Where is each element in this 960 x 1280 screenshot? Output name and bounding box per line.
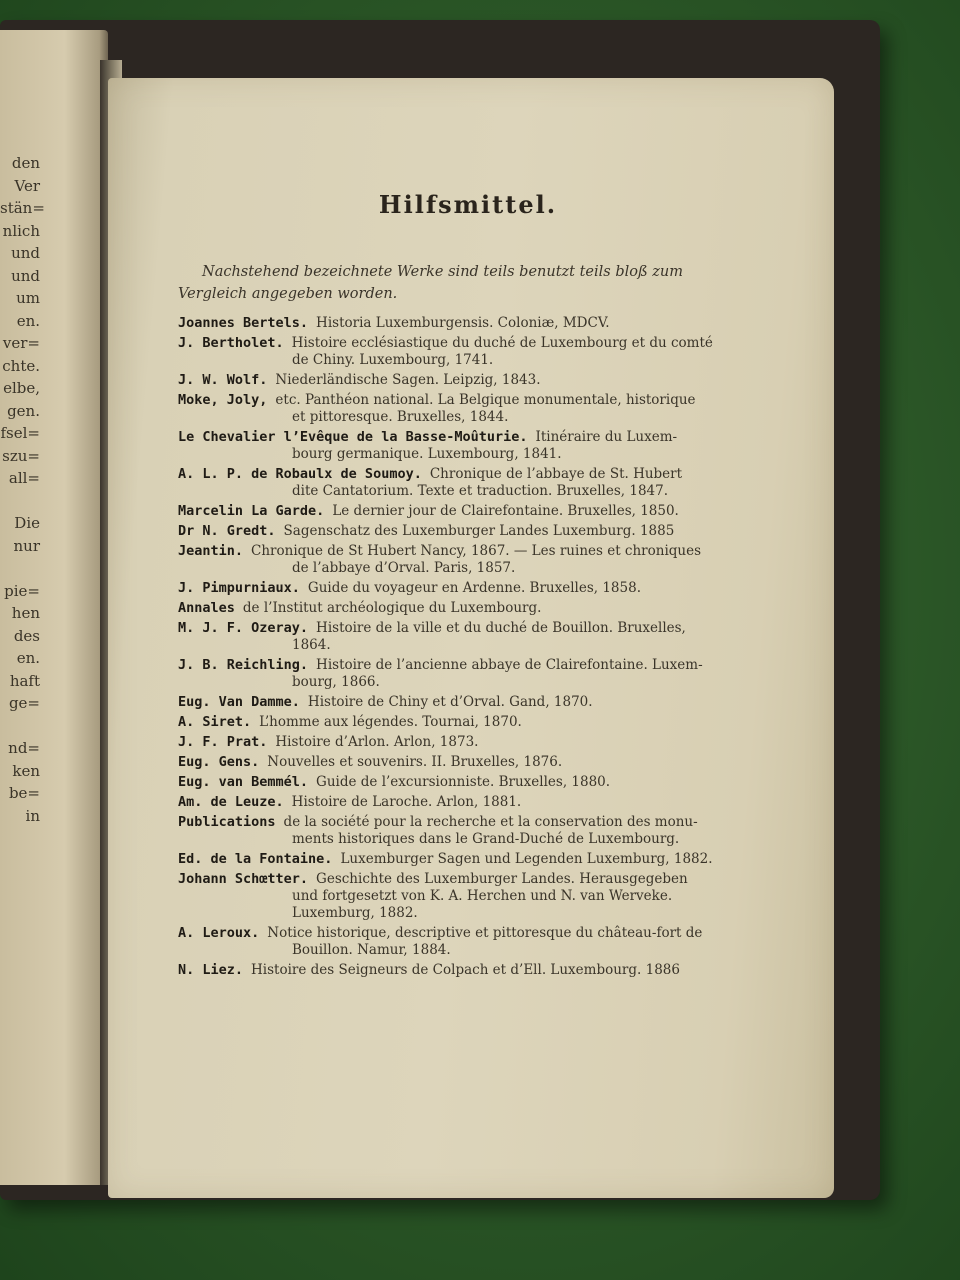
- left-page-word: elbe,: [3, 379, 40, 397]
- left-page-word: nd=: [8, 739, 40, 757]
- entry-author: Annales: [178, 600, 235, 616]
- entry-title: L’homme aux légendes. Tournai, 1870.: [259, 714, 522, 730]
- bibliography-entry: [178, 925, 738, 959]
- entry-continuation: dite Cantatorium. Texte et traduction. Bruxelles, 1847.: [292, 483, 669, 499]
- left-page-word: chte.: [2, 356, 40, 375]
- bibliography-entry: [178, 814, 738, 848]
- entry-continuation: et pittoresque. Bruxelles, 1844.: [292, 409, 509, 425]
- entry-continuation: de Chiny. Luxembourg, 1741.: [292, 352, 494, 368]
- entry-author: Le Chevalier l’Evêque de la Basse-Moûturie.: [178, 429, 528, 445]
- bibliography-entry: [178, 503, 738, 520]
- bibliography-entry: [178, 543, 738, 577]
- entry-author: A. Leroux.: [178, 925, 260, 941]
- entry-title: Histoire ecclésiastique du duché de Luxembourg et du comté: [291, 335, 713, 351]
- entry-title: Guide de l’excursionniste. Bruxelles, 1880.: [316, 774, 611, 790]
- intro-paragraph: Nachstehend bezeichnete Werke sind teils benutzt teils bloß zum Vergleich angegeben worden.: [178, 264, 684, 302]
- entry-continuation: bourg, 1866.: [292, 674, 380, 690]
- bibliography-entry: [178, 851, 738, 868]
- entry-title: Histoire d’Arlon. Arlon, 1873.: [275, 734, 479, 750]
- bibliography-entry: [178, 580, 738, 597]
- page-content: [178, 190, 738, 982]
- page-title: Hilfsmittel.: [378, 190, 558, 219]
- left-page-word: Ver: [14, 176, 40, 195]
- entry-title: Itinéraire du Luxem-: [535, 429, 678, 445]
- entry-continuation: Bouillon. Namur, 1884.: [292, 942, 451, 958]
- entry-title: Histoire de Chiny et d’Orval. Gand, 1870.: [307, 694, 593, 710]
- bibliography-entry: [178, 794, 738, 811]
- entry-continuation: de l’abbaye d’Orval. Paris, 1857.: [292, 560, 516, 576]
- left-page-word: be=: [8, 784, 40, 802]
- entry-continuation: bourg germanique. Luxembourg, 1841.: [292, 446, 562, 462]
- bibliography-entry: [178, 466, 738, 500]
- left-page-word: Die: [14, 514, 40, 532]
- entry-title: Luxemburger Sagen und Legenden Luxemburg, 1882.: [340, 851, 713, 867]
- entry-author: A. Siret.: [178, 714, 252, 730]
- entry-author: A. L. P. de Robaulx de Soumoy.: [178, 466, 422, 482]
- entry-author: Eug. van Bemmél.: [178, 774, 309, 790]
- entry-author: Publications: [178, 814, 276, 830]
- entry-author: Dr N. Gredt.: [178, 523, 276, 539]
- left-page-word: [0, 715, 40, 738]
- entry-author: J. Bertholet.: [178, 335, 284, 351]
- entry-author: M. J. F. Ozeray.: [178, 620, 309, 636]
- bibliography-entry: [178, 871, 738, 922]
- left-page-word: nur: [13, 536, 40, 555]
- left-page-word: ge=: [8, 694, 40, 712]
- entry-title: Histoire de la ville et du duché de Bouillon. Bruxelles,: [316, 620, 686, 636]
- left-page-word: haft: [9, 671, 40, 690]
- left-page-word: pie=: [4, 581, 40, 600]
- bibliography-list: [178, 315, 738, 979]
- entry-title: Guide du voyageur en Ardenne. Bruxelles, 1858.: [307, 580, 641, 596]
- bibliography-entry: [178, 754, 738, 771]
- entry-continuation: und fortgesetzt von K. A. Herchen und N. van Werveke. Luxemburg, 1882.: [292, 888, 673, 921]
- bibliography-entry: [178, 734, 738, 751]
- entry-continuation: ments historiques dans le Grand-Duché de Luxembourg.: [292, 831, 680, 847]
- entry-title: Histoire de Laroche. Arlon, 1881.: [291, 794, 522, 810]
- entry-title: Niederländische Sagen. Leipzig, 1843.: [275, 372, 541, 388]
- entry-author: Eug. Gens.: [178, 754, 260, 770]
- bibliography-entry: [178, 523, 738, 540]
- entry-author: J. W. Wolf.: [178, 372, 268, 388]
- entry-title: Nouvelles et souvenirs. II. Bruxelles, 1876.: [267, 754, 563, 770]
- left-page-text: [0, 152, 45, 827]
- left-page-word: in: [25, 806, 40, 825]
- bibliography-entry: [178, 335, 738, 369]
- entry-author: Jeantin.: [178, 543, 244, 559]
- entry-title: Historia Luxemburgensis. Coloniæ, MDCV.: [316, 315, 610, 331]
- entry-author: Ed. de la Fontaine.: [178, 851, 333, 867]
- left-page-word: um: [16, 289, 40, 307]
- left-page-word: und: [11, 244, 40, 262]
- bibliography-entry: [178, 962, 738, 979]
- entry-title: de la société pour la recherche et la conservation des monu-: [283, 814, 698, 830]
- entry-title: Sagenschatz des Luxemburger Landes Luxemburg. 1885: [283, 523, 675, 539]
- bibliography-entry: [178, 657, 738, 691]
- left-page-word: all=: [8, 469, 40, 487]
- entry-author: N. Liez.: [178, 962, 244, 978]
- left-page-word: des: [13, 626, 40, 645]
- entry-title: Histoire des Seigneurs de Colpach et d’Ell. Luxembourg. 1886: [251, 962, 680, 978]
- entry-author: Eug. Van Damme.: [178, 694, 300, 710]
- left-page-word: fsel=: [0, 424, 40, 442]
- bibliography-entry: [178, 694, 738, 711]
- left-page-word: en.: [16, 311, 40, 330]
- left-page-word: gen.: [7, 401, 40, 420]
- entry-author: J. F. Prat.: [178, 734, 268, 750]
- entry-title: etc. Panthéon national. La Belgique monumentale, historique: [275, 392, 696, 408]
- left-page-word: stän=: [0, 199, 45, 217]
- bibliography-entry: [178, 774, 738, 791]
- left-page-word: ken: [12, 761, 40, 780]
- left-page-word: nlich: [2, 221, 40, 240]
- entry-author: Joannes Bertels.: [178, 315, 309, 331]
- left-page-word: ver=: [2, 334, 40, 352]
- bibliography-entry: [178, 429, 738, 463]
- entry-title: Chronique de St Hubert Nancy, 1867. — Les ruines et chroniques: [251, 543, 702, 559]
- entry-title: Notice historique, descriptive et pittoresque du château-fort de: [267, 925, 703, 941]
- bibliography-entry: [178, 392, 738, 426]
- entry-title: Geschichte des Luxemburger Landes. Herausgegeben: [316, 871, 688, 887]
- entry-continuation: 1864.: [292, 637, 331, 653]
- left-page: [0, 30, 108, 1185]
- entry-title: Histoire de l’ancienne abbaye de Clairefontaine. Luxem-: [316, 657, 703, 673]
- entry-title: de l’Institut archéologique du Luxembourg.: [242, 600, 542, 616]
- left-page-word: en.: [16, 649, 40, 667]
- entry-author: Am. de Leuze.: [178, 794, 284, 810]
- left-page-word: szu=: [2, 446, 40, 465]
- entry-author: Marcelin La Garde.: [178, 503, 325, 519]
- entry-title: Chronique de l’abbaye de St. Hubert: [429, 466, 683, 482]
- bibliography-entry: [178, 315, 738, 332]
- bibliography-entry: [178, 620, 738, 654]
- bibliography-entry: [178, 714, 738, 731]
- left-page-word: hen: [11, 604, 40, 622]
- bibliography-entry: [178, 372, 738, 389]
- left-page-word: und: [11, 266, 40, 285]
- entry-title: Le dernier jour de Clairefontaine. Bruxelles, 1850.: [332, 503, 679, 519]
- entry-author: J. Pimpurniaux.: [178, 580, 300, 596]
- left-page-word: den: [11, 154, 40, 172]
- bibliography-entry: [178, 600, 738, 617]
- left-page-word: [0, 557, 40, 580]
- entry-author: Moke, Joly,: [178, 392, 268, 408]
- entry-author: Johann Schœtter.: [178, 871, 309, 887]
- left-page-word: [0, 490, 40, 513]
- entry-author: J. B. Reichling.: [178, 657, 309, 673]
